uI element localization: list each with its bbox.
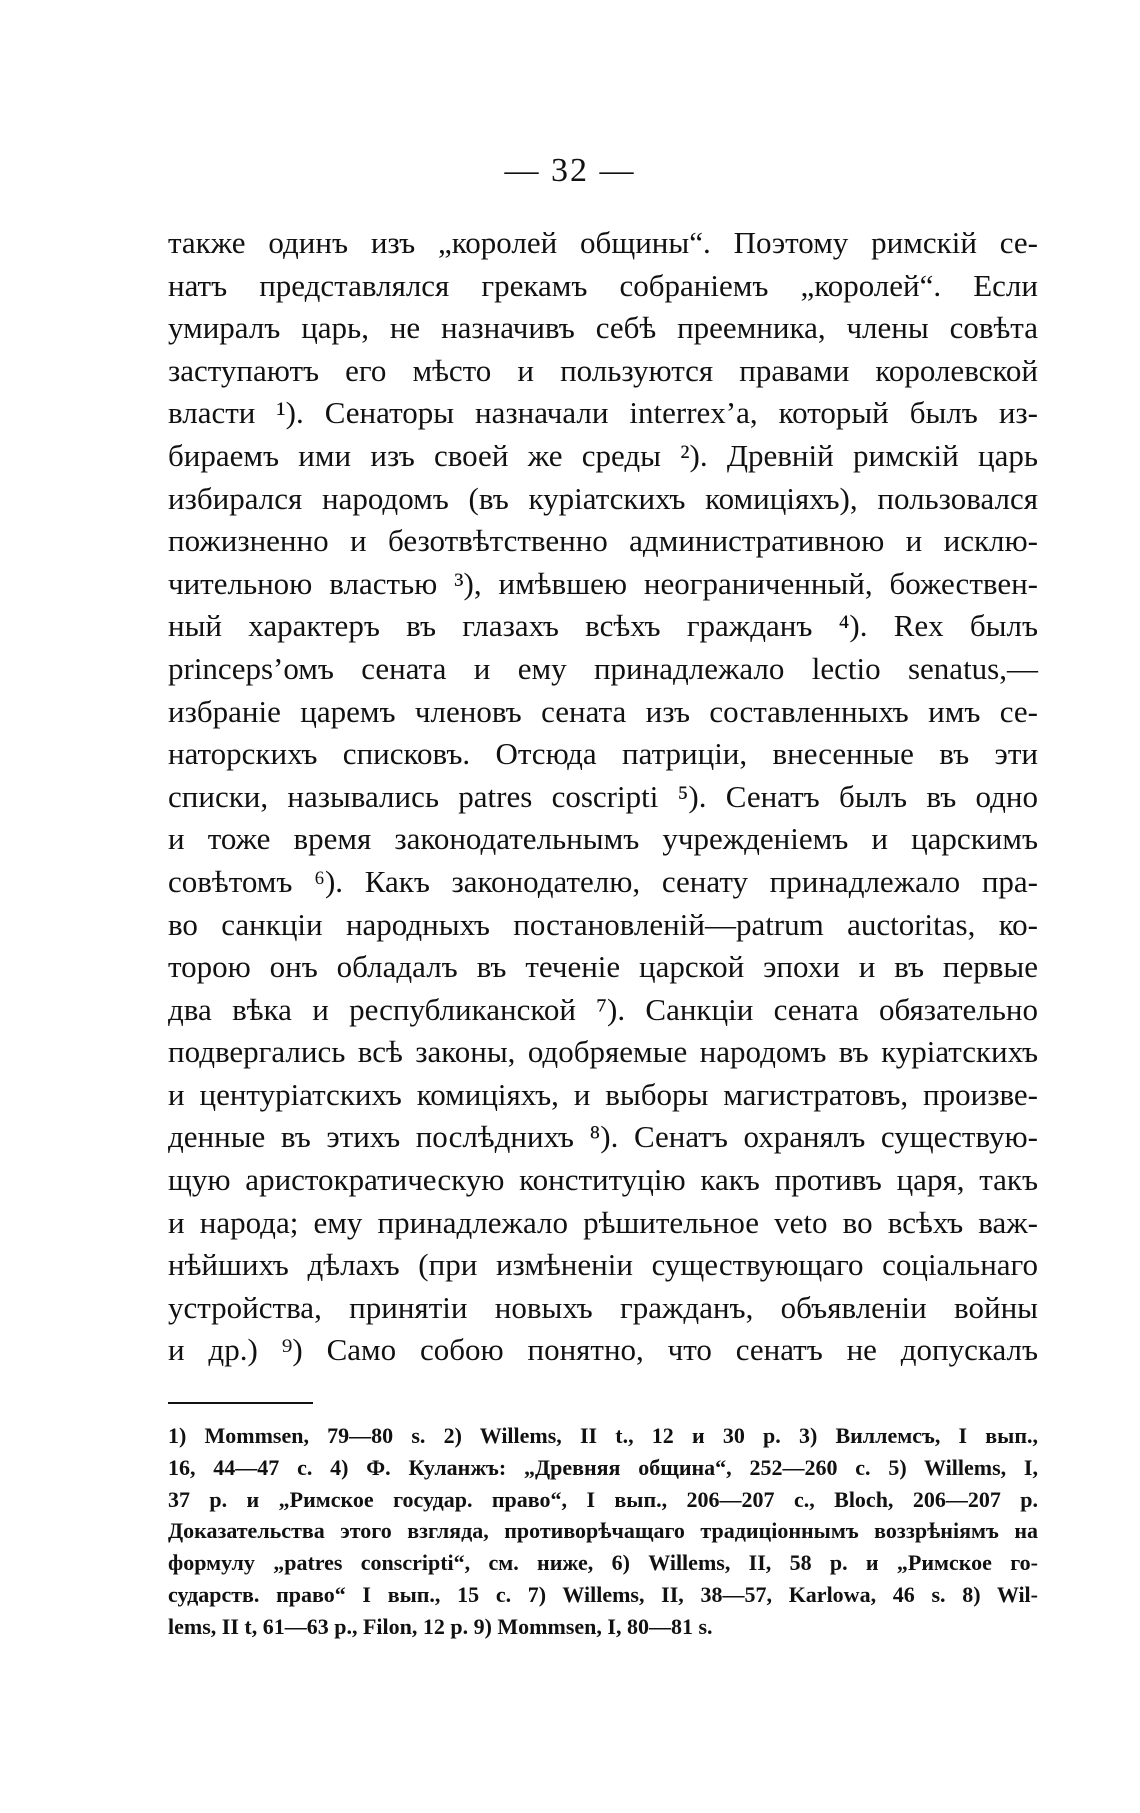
body-line: подвергались всѣ законы, одобряемые народомъ въ куріатскихъ bbox=[168, 1034, 1038, 1070]
footnote-line: формулу „patres conscripti“, см. ниже, 6) Willems, II, 58 p. и „Римское го- bbox=[168, 1550, 1038, 1576]
body-line: и центуріатскихъ комиціяхъ, и выборы магистратовъ, произве- bbox=[168, 1076, 1038, 1112]
footnotes bbox=[168, 1420, 1038, 1643]
body-line: и народа; ему принадлежало рѣшительное veto во всѣхъ важ- bbox=[168, 1204, 1038, 1240]
footnote-line: Доказательства этого взгляда, противорѣчащаго традиціоннымъ воззрѣніямъ на bbox=[168, 1518, 1038, 1544]
body-line: и тоже время законодательнымъ учрежденіемъ и царскимъ bbox=[168, 821, 1038, 857]
body-line: также одинъ изъ „королей общины“. Поэтому римскій се- bbox=[168, 225, 1038, 260]
body-line: власти ¹). Сенаторы назначали interrex’a, который былъ из- bbox=[168, 395, 1038, 431]
body-line: умиралъ царь, не назначивъ себѣ преемника, члены совѣта bbox=[168, 310, 1038, 346]
body-line: списки, назывались patres coscripti ⁵). Сенатъ былъ въ одно bbox=[168, 778, 1038, 814]
body-line: два вѣка и республиканской ⁷). Санкціи сената обязательно bbox=[168, 991, 1038, 1027]
body-text bbox=[168, 222, 1038, 1372]
body-line: торою онъ обладалъ въ теченіе царской эпохи и въ первые bbox=[168, 949, 1038, 985]
body-line: princeps’омъ сената и ему принадлежало lectio senatus,— bbox=[168, 650, 1038, 686]
body-line: денные въ этихъ послѣднихъ ⁸). Сенатъ охранялъ существую- bbox=[168, 1119, 1038, 1155]
footnote-divider bbox=[168, 1402, 313, 1404]
body-line: наторскихъ списковъ. Отсюда патриціи, внесенные въ эти bbox=[168, 736, 1038, 772]
footnote-line: 37 p. и „Римское государ. право“, I вып., 206—207 с., Bloch, 206—207 p. bbox=[168, 1486, 1038, 1512]
body-line: избирался народомъ (въ куріатскихъ комиціяхъ), пользовался bbox=[168, 480, 1038, 516]
body-line: ный характеръ въ глазахъ всѣхъ гражданъ ⁴). Rex былъ bbox=[168, 608, 1038, 644]
page-number: — 32 — bbox=[504, 152, 636, 189]
footnote-line: lems, II t, 61—63 p., Filon, 12 p. 9) Mommsen, I, 80—81 s. bbox=[168, 1613, 713, 1639]
body-line: чительною властью ³), имѣвшею неограниченный, божествен- bbox=[168, 565, 1038, 601]
body-line: заступаютъ его мѣсто и пользуются правами королевской bbox=[168, 352, 1038, 388]
body-line: натъ представлялся грекамъ собраніемъ „королей“. Если bbox=[168, 267, 1038, 303]
footnote-line: 16, 44—47 c. 4) Ф. Куланжъ: „Древняя община“, 252—260 c. 5) Willems, I, bbox=[168, 1454, 1038, 1480]
body-line: совѣтомъ ⁶). Какъ законодателю, сенату принадлежало пра- bbox=[168, 863, 1038, 899]
body-line: избраніе царемъ членовъ сената изъ составленныхъ имъ се- bbox=[168, 693, 1038, 729]
body-line: бираемъ ими изъ своей же среды ²). Древній римскій царь bbox=[168, 437, 1038, 473]
body-line: пожизненно и безотвѣтственно административною и исклю- bbox=[168, 523, 1038, 559]
body-line: и др.) ⁹) Само собою понятно, что сенатъ не допускалъ bbox=[168, 1332, 1038, 1368]
footnote-line: сударств. право“ I вып., 15 c. 7) Willems, II, 38—57, Karlowa, 46 s. 8) Wil- bbox=[168, 1581, 1038, 1607]
body-line: во санкціи народныхъ постановленій—patrum auctoritas, ко- bbox=[168, 906, 1038, 942]
body-line: устройства, принятіи новыхъ гражданъ, объявленіи войны bbox=[168, 1289, 1038, 1325]
body-line: нѣйшихъ дѣлахъ (при измѣненіи существующаго соціальнаго bbox=[168, 1247, 1038, 1283]
footnote-line: 1) Mommsen, 79—80 s. 2) Willems, II t., 12 и 30 p. 3) Виллемсъ, I вып., bbox=[168, 1423, 1038, 1448]
body-line: щую аристократическую конституцію какъ противъ царя, такъ bbox=[168, 1162, 1038, 1198]
